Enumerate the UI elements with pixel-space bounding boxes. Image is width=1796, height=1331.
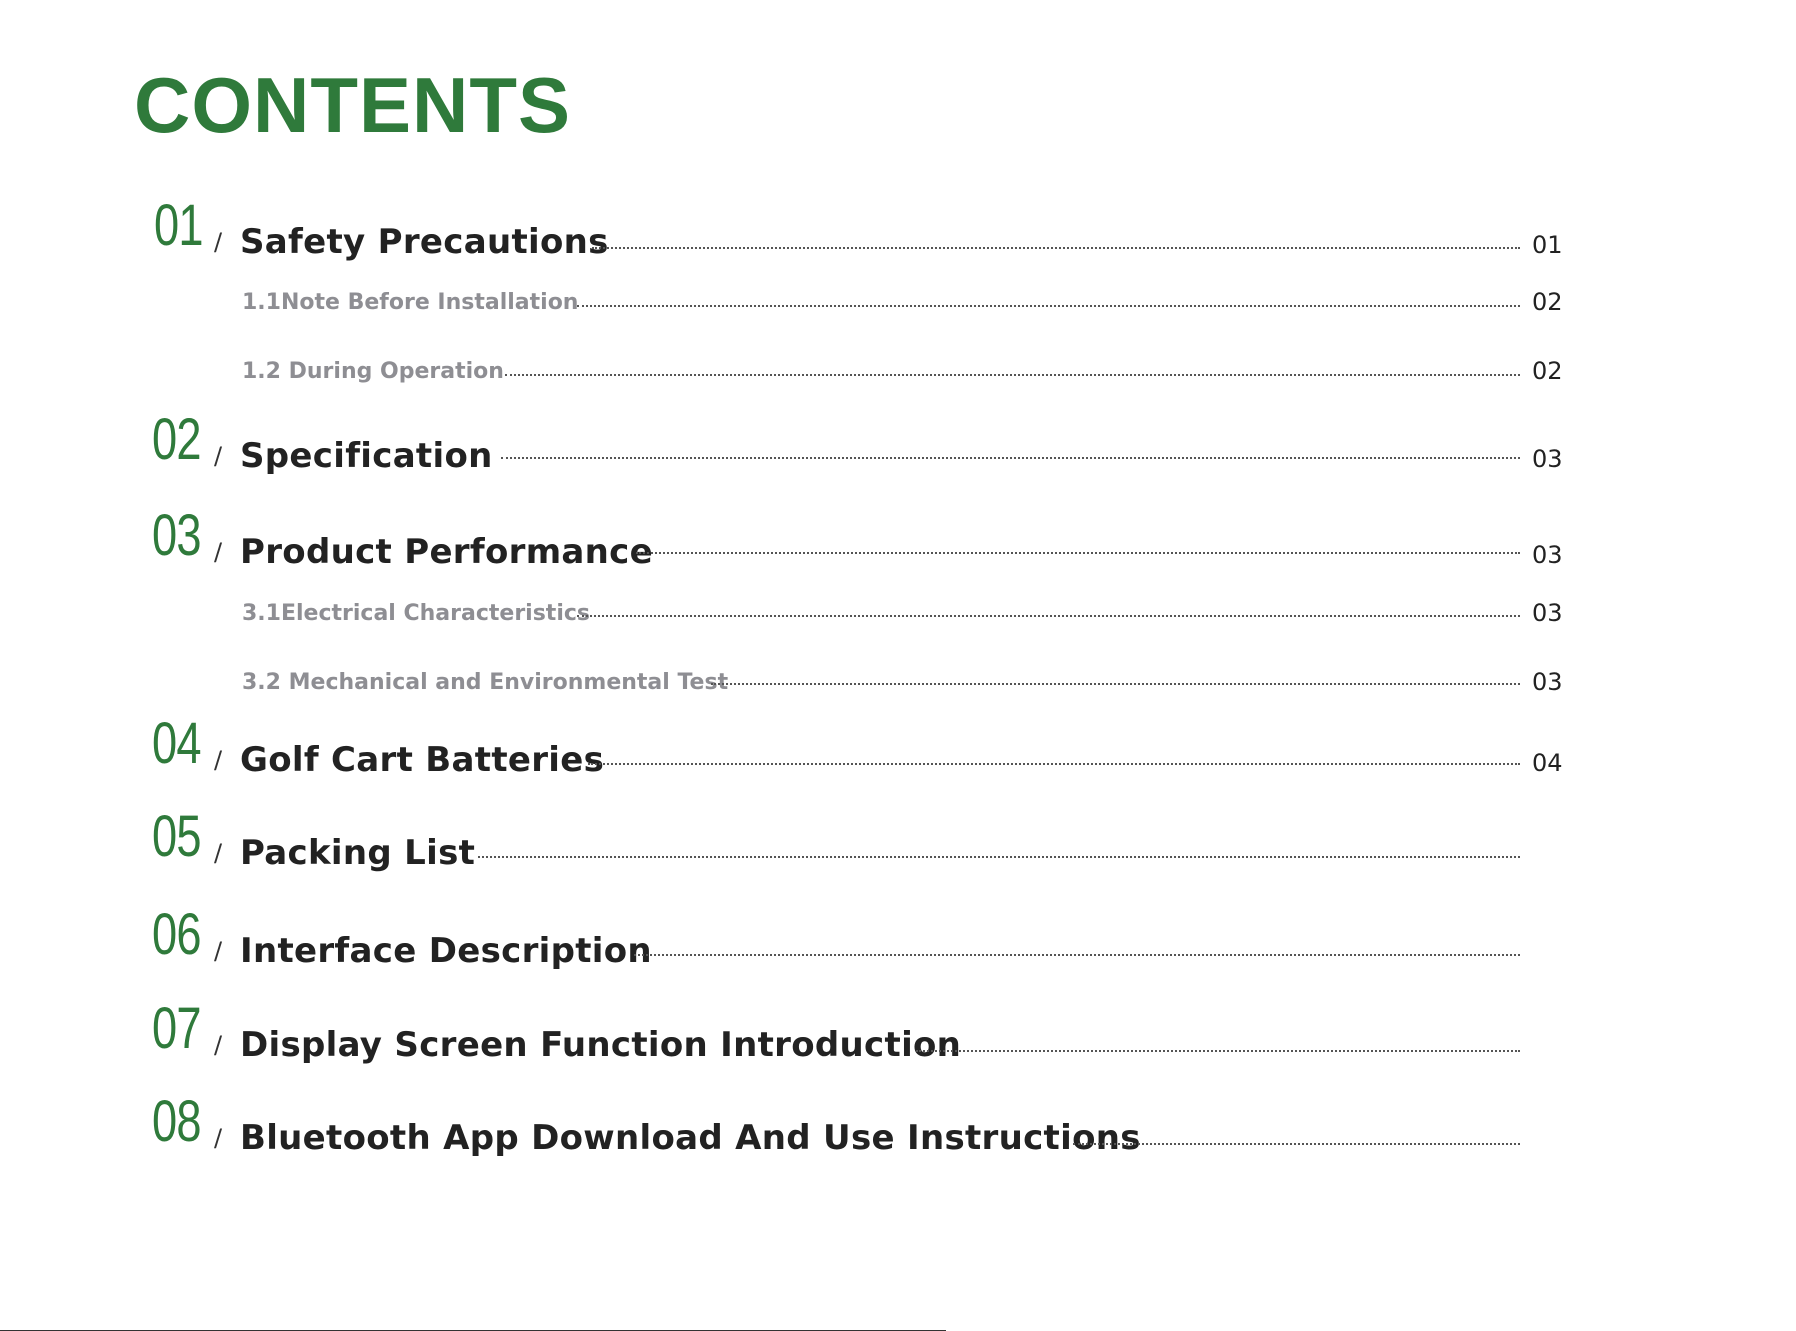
toc-entry[interactable] <box>0 711 1796 785</box>
section-number: 01 <box>154 193 203 258</box>
section-title[interactable]: Packing List <box>240 833 476 873</box>
toc-entry[interactable] <box>0 804 1796 878</box>
dot-leader <box>577 615 1520 617</box>
section-separator: / <box>214 746 223 774</box>
dot-leader <box>636 552 1520 554</box>
section-number: 04 <box>152 711 201 776</box>
section-title[interactable]: Interface Description <box>240 931 652 971</box>
dot-leader <box>501 457 1520 459</box>
dot-leader <box>592 247 1520 249</box>
subsection-title[interactable]: 3.2 Mechanical and Environmental Test <box>242 670 729 695</box>
toc-sub-entry[interactable] <box>0 634 1796 704</box>
section-number: 08 <box>152 1089 201 1154</box>
page-number: 02 <box>1532 357 1563 385</box>
toc-entry[interactable] <box>0 902 1796 976</box>
page-number: 01 <box>1532 231 1563 259</box>
section-title[interactable]: Specification <box>240 436 493 476</box>
section-number: 07 <box>152 996 201 1061</box>
page-number: 02 <box>1532 288 1563 316</box>
dot-leader <box>505 374 1520 376</box>
section-separator: / <box>214 1124 223 1152</box>
dot-leader <box>577 305 1520 307</box>
page-number: 04 <box>1532 749 1563 777</box>
dot-leader <box>916 1050 1520 1052</box>
section-separator: / <box>214 839 223 867</box>
subsection-title[interactable]: 1.2 During Operation <box>242 359 504 384</box>
page-number: 03 <box>1532 445 1563 473</box>
page-number: 03 <box>1532 599 1563 627</box>
section-title[interactable]: Safety Precautions <box>240 222 609 262</box>
dot-leader <box>588 763 1520 765</box>
page-number: 03 <box>1532 668 1563 696</box>
dot-leader <box>478 856 1520 858</box>
toc-sub-entry[interactable] <box>0 254 1796 324</box>
section-number: 02 <box>152 407 201 472</box>
dot-leader <box>711 683 1520 685</box>
section-separator: / <box>214 538 223 566</box>
section-separator: / <box>214 228 223 256</box>
subsection-title[interactable]: 1.1Note Before Installation <box>242 290 579 315</box>
toc-entry[interactable] <box>0 1089 1796 1163</box>
page-number: 03 <box>1532 541 1563 569</box>
section-separator: / <box>214 1031 223 1059</box>
toc-sub-entry[interactable] <box>0 565 1796 635</box>
section-title[interactable]: Bluetooth App Download And Use Instructions <box>240 1118 1141 1158</box>
dot-leader <box>634 954 1520 956</box>
section-separator: / <box>214 937 223 965</box>
section-title[interactable]: Product Performance <box>240 532 653 572</box>
toc-entry[interactable] <box>0 996 1796 1070</box>
subsection-title[interactable]: 3.1Electrical Characteristics <box>242 601 591 626</box>
toc-sub-entry[interactable] <box>0 323 1796 393</box>
page-title: CONTENTS <box>134 61 571 149</box>
section-number: 05 <box>152 804 201 869</box>
section-title[interactable]: Display Screen Function Introduction <box>240 1025 962 1065</box>
section-separator: / <box>214 442 223 470</box>
toc-entry[interactable] <box>0 407 1796 481</box>
section-title[interactable]: Golf Cart Batteries <box>240 740 605 780</box>
section-number: 03 <box>152 503 201 568</box>
dot-leader <box>1073 1143 1520 1145</box>
section-number: 06 <box>152 902 201 967</box>
